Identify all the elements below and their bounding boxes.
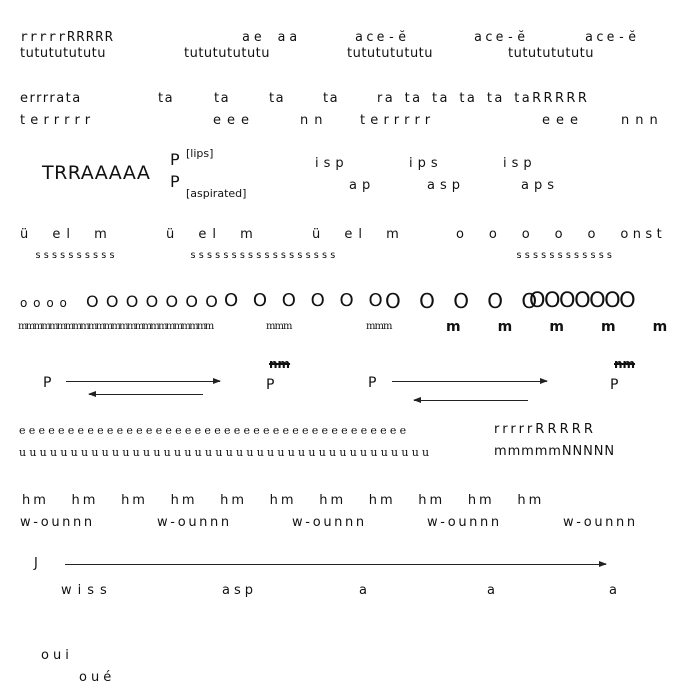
- m-spaced: m m m m m: [446, 319, 673, 335]
- ips: ips: [409, 156, 443, 171]
- uelm-2: ü el m: [166, 227, 259, 242]
- row4-eee-1: eee: [213, 113, 255, 128]
- isp-2: isp: [503, 156, 537, 171]
- aspirated-label: [aspirated]: [186, 187, 247, 200]
- arrow-left-1: [89, 394, 203, 395]
- o-large: O O O O O O: [224, 290, 388, 311]
- a-2: a: [487, 583, 495, 598]
- oui: oui: [41, 648, 73, 663]
- wiss: wiss: [61, 583, 113, 598]
- row1-ace-2: ace-ĕ: [474, 30, 529, 45]
- nm-1: nm: [269, 357, 291, 371]
- sss-1: ssssssssss: [35, 250, 118, 261]
- row4-nnn: nnn: [621, 113, 664, 128]
- lips-label: [lips]: [186, 147, 214, 160]
- wounnn-2: w-ounnn: [157, 515, 232, 530]
- row2-tutu-1: tutututututu: [20, 46, 107, 61]
- scream-p-lips: P: [170, 150, 180, 169]
- p-right-1: P: [266, 377, 275, 393]
- m-run: mmmmmmmmmmmmmmmmmmmmmmmmm: [18, 321, 213, 332]
- row3-rata-line: ra ta ta ta ta taRRRRR: [377, 91, 590, 106]
- row3-ta-1: ta: [158, 91, 175, 106]
- a-1: a: [359, 583, 367, 598]
- row4-terrrrr-1: terrrrr: [20, 113, 96, 128]
- scream-trraaaaa: TRRAAAAA: [42, 162, 151, 184]
- oue: oué: [79, 670, 116, 685]
- e-run: eeeeeeeeeeeeeeeeeeeeeeeeeeeeeeeeeeeeeeee: [19, 424, 410, 437]
- a-3: a: [609, 583, 617, 598]
- o-medium: O O O O O O O: [86, 292, 219, 311]
- sss-2: ssssssssssssssssss: [190, 250, 338, 261]
- p-left-1: P: [43, 375, 52, 391]
- row4-terrrrr-2: terrrrr: [360, 113, 436, 128]
- row3-ta-4: ta: [323, 91, 340, 106]
- row1-ae-aa: ae aa: [242, 30, 302, 45]
- o-onst: o o o o o onst: [456, 227, 667, 242]
- nm-2: nm: [614, 357, 636, 371]
- aps: aps: [521, 178, 559, 193]
- wounnn-4: w-ounnn: [427, 515, 502, 530]
- arrow-right-1: [66, 381, 220, 382]
- row3-ta-3: ta: [269, 91, 286, 106]
- p-left-2: P: [368, 375, 377, 391]
- mmm-2: mmm: [366, 321, 392, 332]
- row4-nn: nn: [300, 113, 329, 128]
- sss-3: ssssssssssss: [516, 250, 615, 261]
- wounnn-3: w-ounnn: [292, 515, 367, 530]
- arrow-right-2: [392, 381, 547, 382]
- p-right-2: P: [610, 377, 619, 393]
- asp-wiss: asp: [222, 583, 257, 598]
- row2-tutu-4: tutututututu: [508, 46, 595, 61]
- row1-ace-1: ace-ĕ: [355, 30, 410, 45]
- arrow-left-2: [414, 400, 528, 401]
- wounnn-1: w-ounnn: [20, 515, 95, 530]
- row3-ta-2: ta: [214, 91, 231, 106]
- o-small: o o o o: [20, 296, 68, 310]
- uelm-1: ü el m: [20, 227, 113, 242]
- mmm-1: mmm: [266, 321, 292, 332]
- scream-p-aspirated: P: [170, 172, 180, 191]
- row2-tutu-2: tutututututu: [184, 46, 271, 61]
- row1-rrr: rrrrrRRRRR: [20, 30, 115, 45]
- hm-row: hm hm hm hm hm hm hm hm hm hm hm: [22, 493, 545, 508]
- isp-1: isp: [315, 156, 349, 171]
- row2-tutu-3: tutututututu: [347, 46, 434, 61]
- wounnn-5: w-ounnn: [563, 515, 638, 530]
- row1-ace-3: ace-ĕ: [585, 30, 640, 45]
- uelm-3: ü el m: [312, 227, 405, 242]
- ap: ap: [349, 178, 376, 193]
- r-run: rrrrrRRRRR: [494, 422, 596, 437]
- row4-eee-2: eee: [542, 113, 584, 128]
- o-larger: O O O O O: [385, 289, 544, 313]
- asp: asp: [427, 178, 465, 193]
- u-run: uuuuuuuuuuuuuuuuuuuuuuuuuuuuuuuuuuuuuuuu: [19, 446, 433, 459]
- o-largest: OOOOOOO: [529, 288, 635, 312]
- row3-errrrata: errrrata: [20, 91, 82, 106]
- j-letter: J: [34, 556, 38, 571]
- mn-run: mmmmmNNNNN: [494, 444, 615, 459]
- arrow-j: [65, 564, 606, 565]
